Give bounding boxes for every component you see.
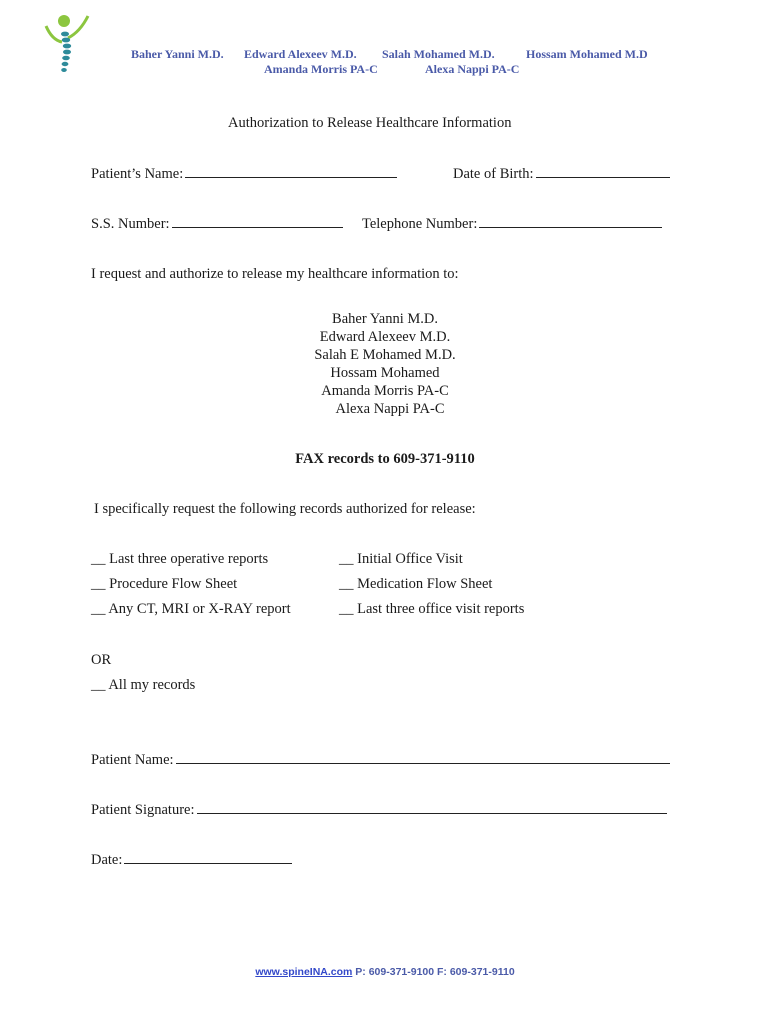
ssn-field[interactable]: [91, 216, 343, 233]
patient-name-line: [185, 176, 397, 178]
header-physician-5: Amanda Morris PA-C: [264, 62, 378, 76]
authorize-text: I request and authorize to release my healthcare information to:: [91, 266, 459, 282]
telephone-label: Telephone Number:: [362, 216, 478, 232]
header-physician-3: Salah Mohamed M.D.: [382, 47, 495, 61]
telephone-line: [479, 226, 662, 228]
header-physician-1: Baher Yanni M.D.: [131, 47, 224, 61]
logo: [40, 14, 92, 76]
signature-line: [197, 812, 667, 814]
recipient-5: Amanda Morris PA-C: [321, 383, 449, 399]
signature-label: Patient Signature:: [91, 802, 195, 818]
date-label: Date:: [91, 852, 123, 868]
or-text: OR: [91, 652, 112, 668]
patient-name-field[interactable]: [91, 166, 397, 183]
patient-name-label: Patient’s Name:: [91, 166, 184, 182]
ssn-label: S.S. Number:: [91, 216, 170, 232]
dob-line: [536, 176, 670, 178]
dob-field[interactable]: [453, 166, 670, 183]
date-field[interactable]: [91, 852, 292, 869]
form-title: Authorization to Release Healthcare Information: [228, 115, 512, 131]
ssn-line: [172, 226, 343, 228]
spine-logo-icon: [40, 14, 92, 76]
option-procedure-flow-sheet[interactable]: __ Procedure Flow Sheet: [91, 576, 238, 592]
patient-name2-label: Patient Name:: [91, 752, 174, 768]
header-physician-2: Edward Alexeev M.D.: [244, 47, 357, 61]
request-text: I specifically request the following records authorized for release:: [94, 501, 476, 517]
footer-contact: [0, 966, 770, 978]
fax-instruction: FAX records to 609-371-9110: [295, 451, 475, 467]
website-link[interactable]: www.spineINA.com: [255, 966, 353, 978]
dob-label: Date of Birth:: [453, 166, 534, 182]
option-office-visit-reports[interactable]: __ Last three office visit reports: [339, 601, 525, 617]
recipient-2: Edward Alexeev M.D.: [319, 329, 451, 345]
patient-name2-field[interactable]: [91, 752, 670, 769]
option-all-records[interactable]: __ All my records: [91, 677, 196, 693]
header-physician-4: Hossam Mohamed M.D: [526, 47, 648, 61]
option-medication-flow-sheet[interactable]: __ Medication Flow Sheet: [339, 576, 493, 592]
recipient-3: Salah E Mohamed M.D.: [314, 347, 456, 363]
recipient-1: Baher Yanni M.D.: [332, 311, 438, 327]
option-initial-office-visit[interactable]: __ Initial Office Visit: [339, 551, 463, 567]
footer-phone-fax: P: 609-371-9100 F: 609-371-9110: [352, 966, 515, 978]
recipient-4: Hossam Mohamed: [330, 365, 440, 381]
signature-field[interactable]: [91, 802, 667, 819]
header-physician-6: Alexa Nappi PA-C: [425, 62, 520, 76]
date-line: [124, 862, 292, 864]
patient-name2-line: [176, 762, 670, 764]
telephone-field[interactable]: [362, 216, 662, 233]
option-operative-reports[interactable]: __ Last three operative reports: [91, 551, 269, 567]
option-imaging-report[interactable]: __ Any CT, MRI or X-RAY report: [91, 601, 291, 617]
recipient-6: Alexa Nappi PA-C: [335, 401, 445, 417]
